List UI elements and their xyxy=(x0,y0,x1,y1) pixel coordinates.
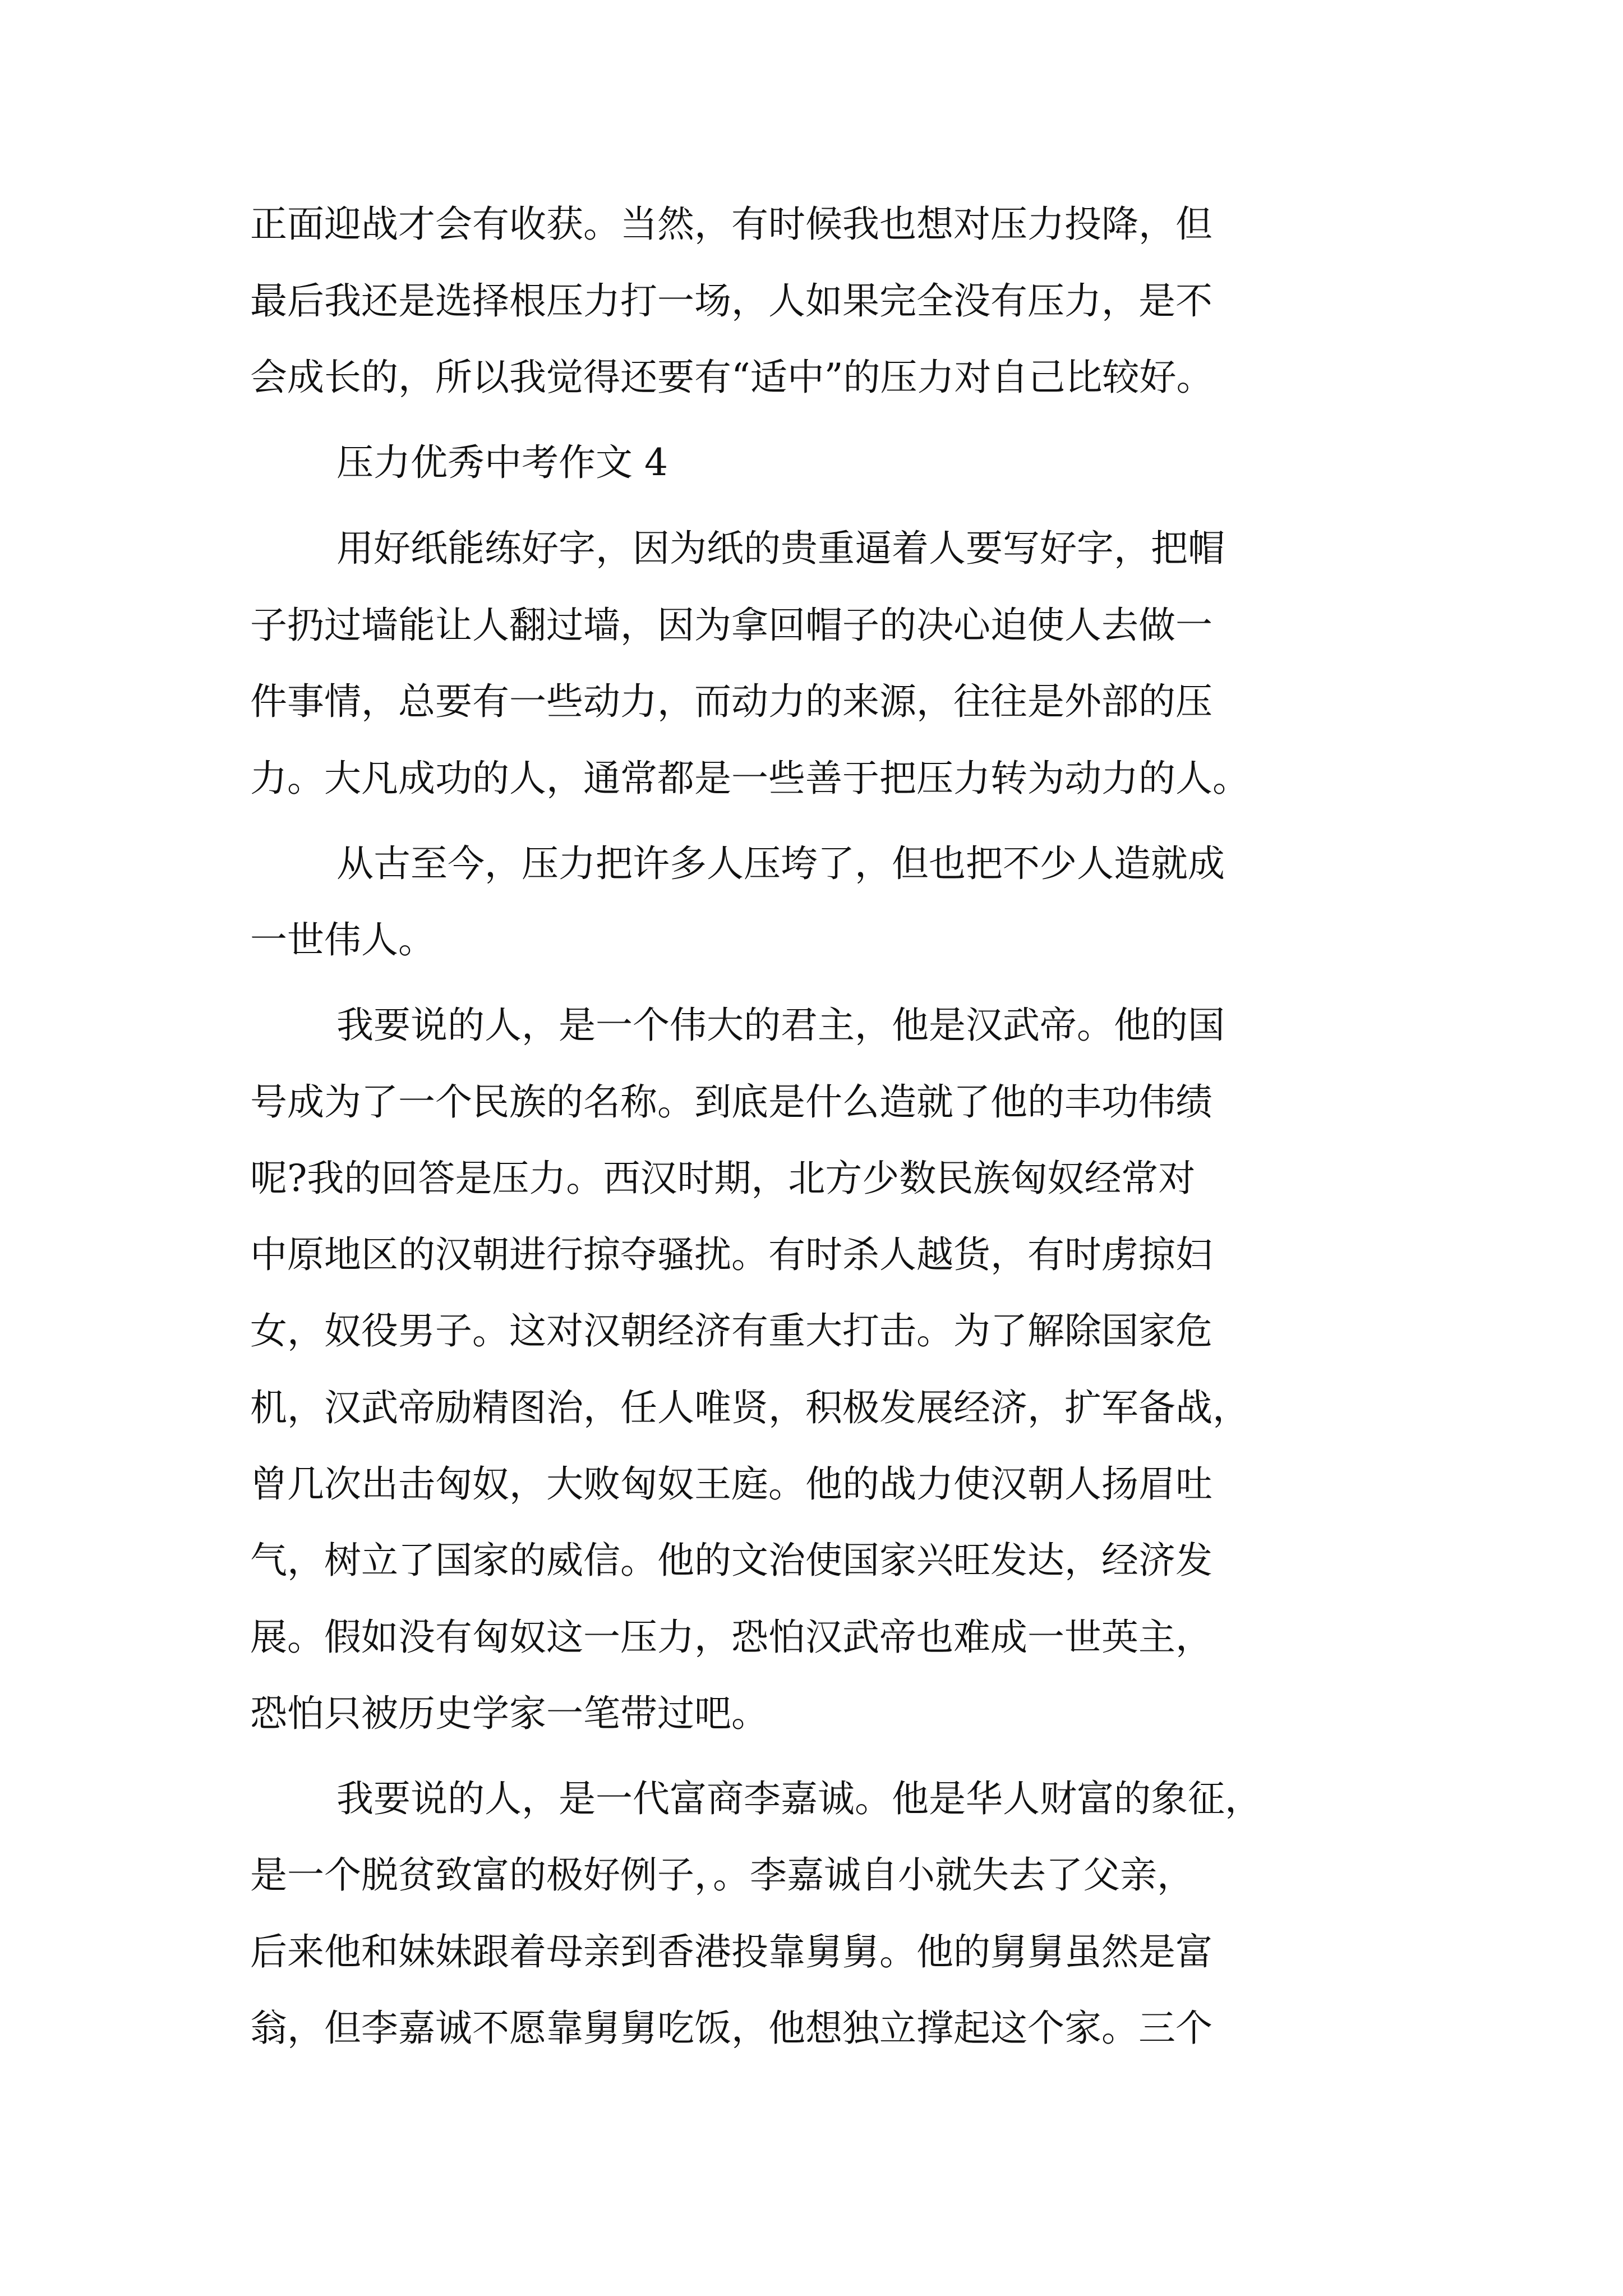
body-text-line: 曾几次出击匈奴，大败匈奴王庭。他的战力使汉朝人扬眉吐 xyxy=(250,1462,1212,1506)
section-heading: 压力优秀中考作文 4 xyxy=(336,441,668,484)
body-text-line: 恐怕只被历史学家一笔带过吧。 xyxy=(250,1692,768,1735)
body-text-line: 号成为了一个民族的名称。到底是什么造就了他的丰功伟绩 xyxy=(250,1080,1212,1124)
body-text-line: 展。假如没有匈奴这一压力，恐怕汉武帝也难成一世英主， xyxy=(250,1616,1212,1659)
body-text-line: 女，奴役男子。这对汉朝经济有重大打击。为了解除国家危 xyxy=(250,1309,1212,1352)
body-text-line: 件事情，总要有一些动力，而动力的来源，往往是外部的压 xyxy=(250,680,1212,723)
body-text-line: 一世伟人。 xyxy=(250,918,435,961)
body-text-line: 气，树立了国家的威信。他的文治使国家兴旺发达，经济发 xyxy=(250,1539,1212,1582)
body-text-line: 子扔过墙能让人翻过墙，因为拿回帽子的决心迫使人去做一 xyxy=(250,604,1212,647)
body-text-line: 后来他和妹妹跟着母亲到香港投靠舅舅。他的舅舅虽然是富 xyxy=(250,1930,1212,1973)
body-text-line: 是一个脱贫致富的极好例子，。李嘉诚自小就失去了父亲， xyxy=(250,1853,1194,1897)
body-text-line: 从古至今，压力把许多人压垮了，但也把不少人造就成 xyxy=(336,842,1225,885)
body-text-line: 正面迎战才会有收获。当然，有时候我也想对压力投降，但 xyxy=(250,203,1212,246)
body-text-line: 中原地区的汉朝进行掠夺骚扰。有时杀人越货，有时虏掠妇 xyxy=(250,1233,1212,1276)
body-text-line: 机，汉武帝励精图治，任人唯贤，积极发展经济，扩军备战， xyxy=(250,1386,1249,1429)
body-text-line: 我要说的人，是一个伟大的君主，他是汉武帝。他的国 xyxy=(336,1004,1225,1047)
body-text-line: 会成长的，所以我觉得还要有“适中”的压力对自己比较好。 xyxy=(250,356,1214,399)
body-text-line: 我要说的人，是一代富商李嘉诚。他是华人财富的象征， xyxy=(336,1777,1262,1820)
body-text-line: 最后我还是选择根压力打一场，人如果完全没有压力，是不 xyxy=(250,279,1212,323)
body-text-line: 力。大凡成功的人，通常都是一些善于把压力转为动力的人。 xyxy=(250,757,1249,800)
body-text-line: 翁，但李嘉诚不愿靠舅舅吃饭，他想独立撑起这个家。三个 xyxy=(250,2007,1212,2050)
body-text-line: 用好纸能练好字，因为纸的贵重逼着人要写好字，把帽 xyxy=(336,527,1225,570)
body-text-line: 呢?我的回答是压力。西汉时期，北方少数民族匈奴经常对 xyxy=(250,1157,1196,1200)
